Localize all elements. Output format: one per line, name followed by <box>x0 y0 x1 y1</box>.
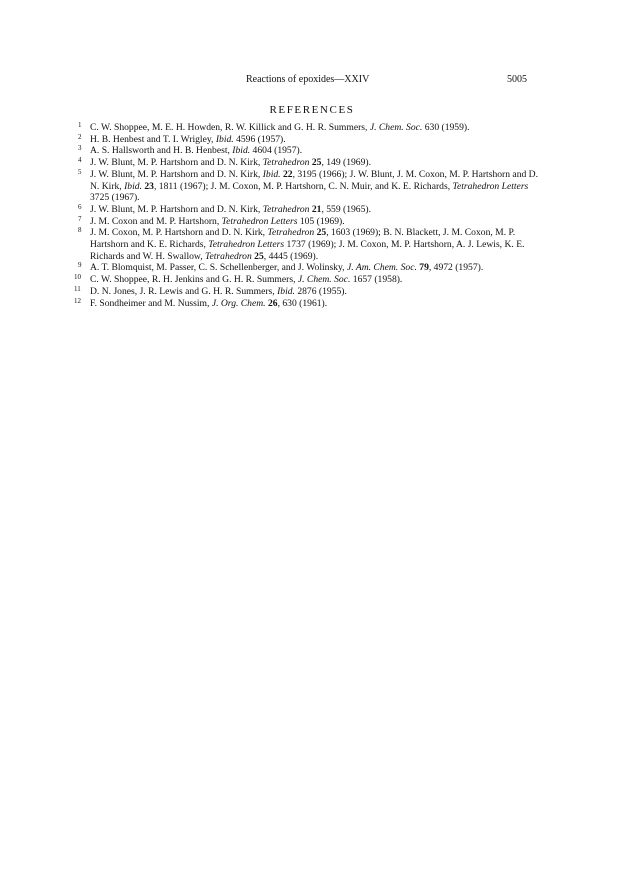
volume-number: 21 <box>311 203 322 215</box>
reference-text <box>90 145 302 156</box>
reference-text <box>90 227 524 261</box>
running-head <box>0 74 624 88</box>
journal-title: Tetrahedron <box>267 227 315 239</box>
reference-segment: H. B. Henbest and T. I. Wrigley, <box>90 133 216 145</box>
reference-segment: J. M. Coxon, M. P. Hartshorn and D. N. Kirk, <box>90 227 268 239</box>
reference-text <box>90 122 470 133</box>
reference-number: 11 <box>74 284 81 293</box>
journal-title: J. Chem. Soc. <box>369 122 423 133</box>
volume-number: 22 <box>282 168 293 180</box>
reference-segment: , 1811 (1967); J. M. Coxon, M. P. Hartshorn, C. N. Muir, and K. E. Richards, <box>153 180 453 192</box>
volume-number: 25 <box>316 227 327 239</box>
reference-number: 7 <box>78 214 82 223</box>
reference-text <box>90 262 483 273</box>
reference-segment: J. W. Blunt, M. P. Hartshorn and D. N. Kirk, <box>90 157 263 169</box>
reference-text <box>90 298 327 309</box>
reference-segment: A. S. Hallsworth and H. B. Henbest, <box>90 145 233 157</box>
reference-item <box>74 273 548 286</box>
reference-item <box>74 296 548 310</box>
reference-segment: A. T. Blomquist, M. Passer, C. S. Schellenberger, and J. Wolinsky, <box>90 262 347 274</box>
reference-text <box>90 274 402 285</box>
reference-segment: 2876 (1955). <box>294 285 347 297</box>
journal-title: Ibid. <box>215 133 234 145</box>
reference-segment: 1657 (1958). <box>350 274 403 286</box>
volume-number: 25 <box>254 250 264 262</box>
reference-number: 5 <box>78 167 82 176</box>
reference-segment: 4596 (1957). <box>233 133 286 145</box>
journal-title: Ibid. <box>277 285 295 297</box>
volume-number: 23 <box>144 180 154 192</box>
volume-number: 26 <box>267 297 278 309</box>
reference-text <box>90 134 286 145</box>
reference-number: 9 <box>78 261 82 270</box>
volume-number: 79 <box>419 262 429 274</box>
references-heading: REFERENCES <box>269 104 355 116</box>
page-number: 5005 <box>507 74 527 85</box>
journal-title: Tetrahedron Letters <box>452 180 529 192</box>
reference-segment: J. M. Coxon and M. P. Hartshorn, <box>90 215 222 227</box>
journal-title: Tetrahedron Letters <box>208 239 285 251</box>
reference-segment: , 1603 (1969); B. N. Blackett, J. M. Coxon, M. P. Hartshorn and K. E. Richards, <box>90 227 516 251</box>
reference-segment: D. N. Jones, J. R. Lewis and G. H. R. Summers, <box>90 285 278 297</box>
reference-segment: J. W. Blunt, M. P. Hartshorn and D. N. Kirk, <box>90 168 263 180</box>
reference-text <box>90 216 345 227</box>
reference-segment: F. Sondheimer and M. Nussim, <box>90 297 212 309</box>
reference-item <box>78 134 548 146</box>
reference-segment: 1737 (1969); J. M. Coxon, M. P. Hartshorn, A. J. Lewis, K. E. Richards and W. H. Swallow, <box>90 239 525 262</box>
reference-text <box>90 157 371 168</box>
reference-number: 3 <box>78 144 82 153</box>
reference-segment: , 3195 (1966); J. W. Blunt, J. M. Coxon, M. P. Hartshorn and D. N. Kirk, <box>90 168 539 192</box>
reference-text <box>90 204 371 215</box>
reference-text <box>90 286 347 297</box>
reference-list <box>74 121 548 309</box>
reference-number: 12 <box>74 296 81 305</box>
reference-item <box>78 169 548 204</box>
reference-segment: , 559 (1965). <box>321 203 371 215</box>
journal-title: Tetrahedron <box>262 157 310 169</box>
journal-title: Ibid. <box>262 168 281 180</box>
reference-segment: 630 (1959). <box>422 122 470 133</box>
running-title: Reactions of epoxides—XXIV <box>246 74 370 85</box>
reference-segment: , 630 (1961). <box>277 297 328 309</box>
journal-title: Tetrahedron <box>205 250 252 262</box>
journal-title: Ibid. <box>124 180 142 192</box>
volume-number: 25 <box>311 157 322 169</box>
reference-number: 2 <box>78 132 82 141</box>
reference-text <box>90 169 538 203</box>
journal-title: Tetrahedron <box>262 203 310 215</box>
reference-number: 4 <box>78 156 82 165</box>
reference-segment: , 149 (1969). <box>321 157 371 169</box>
journal-title: J. Am. Chem. Soc. <box>346 262 417 274</box>
reference-segment: , 4445 (1969). <box>263 250 319 262</box>
reference-item <box>78 157 548 169</box>
reference-item <box>78 145 548 157</box>
reference-segment: 3725 (1967). <box>90 192 140 204</box>
reference-segment: 4604 (1957). <box>250 145 303 157</box>
reference-item <box>74 284 548 298</box>
reference-segment: J. W. Blunt, M. P. Hartshorn and D. N. Kirk, <box>90 203 263 215</box>
reference-number: 1 <box>78 121 82 129</box>
reference-number: 6 <box>78 202 82 211</box>
journal-title: J. Chem. Soc. <box>297 274 351 286</box>
reference-segment: , 4972 (1957). <box>428 262 484 274</box>
reference-item <box>78 262 548 274</box>
journal-title: Ibid. <box>232 145 251 157</box>
journal-title: Tetrahedron Letters <box>221 215 298 227</box>
reference-item <box>78 227 548 262</box>
reference-segment: C. W. Shoppee, R. H. Jenkins and G. H. R. Summers, <box>90 274 298 286</box>
reference-item <box>78 216 548 228</box>
reference-number: 10 <box>74 273 81 282</box>
reference-number: 8 <box>78 226 82 235</box>
reference-segment: 105 (1969). <box>297 215 345 227</box>
reference-item <box>78 204 548 216</box>
reference-item <box>78 122 548 134</box>
journal-title: J. Org. Chem. <box>211 297 266 309</box>
reference-segment: C. W. Shoppee, M. E. H. Howden, R. W. Killick and G. H. R. Summers, <box>90 122 370 133</box>
